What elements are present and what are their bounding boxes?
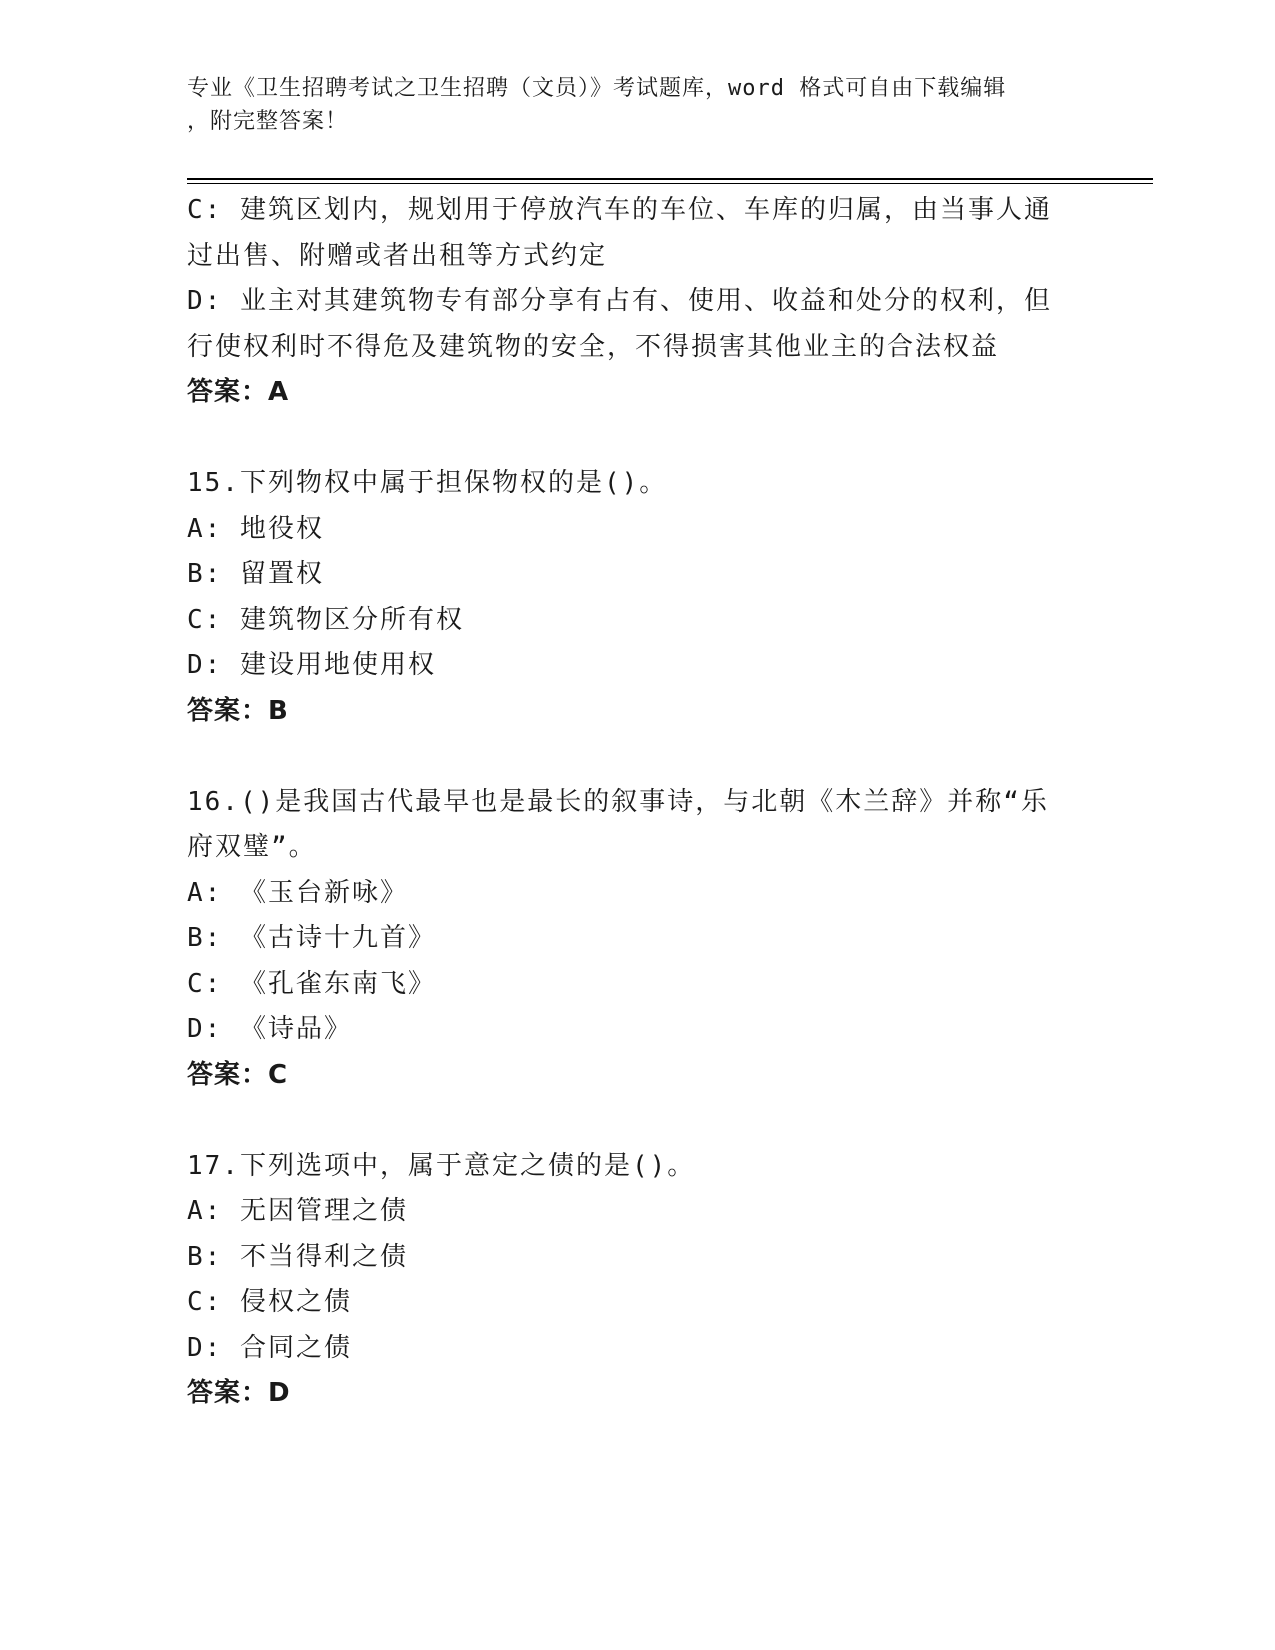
question-stem: 17.下列选项中，属于意定之债的是()。 <box>187 1150 696 1181</box>
spacer <box>187 734 1087 780</box>
question-16 <box>187 780 1087 1099</box>
answer-line: 答案：D <box>187 1378 291 1408</box>
option-c: C: 《孔雀东南飞》 <box>187 968 436 999</box>
option-b: B: 《古诗十九首》 <box>187 923 436 953</box>
option-c: C: 建筑物区分所有权 <box>187 604 464 635</box>
option-c-line-1: C: 建筑区划内，规划用于停放汽车的车位、车库的归属，由当事人通 <box>187 195 1052 225</box>
question-15 <box>187 461 1087 734</box>
question-stem: 15.下列物权中属于担保物权的是()。 <box>187 468 668 498</box>
header-line-2: ，附完整答案！ <box>187 109 349 134</box>
spacer <box>187 416 1087 462</box>
question-stem-line-2: 府双璧”。 <box>187 832 317 862</box>
option-a: A: 无因管理之债 <box>187 1196 408 1226</box>
option-d-line-1: D: 业主对其建筑物专有部分享有占有、使用、收益和处分的权利，但 <box>187 286 1052 316</box>
question-content <box>187 188 1087 1417</box>
header-rule-thin <box>187 183 1153 184</box>
option-c: C: 侵权之债 <box>187 1287 352 1317</box>
option-a: A: 《玉台新咏》 <box>187 877 408 908</box>
document-header <box>187 72 1067 138</box>
answer-line: 答案：B <box>187 695 289 726</box>
previous-question-block <box>187 188 1087 416</box>
header-line-1: 专业《卫生招聘考试之卫生招聘（文员）》考试题库，word 格式可自由下载编辑 <box>187 76 1007 101</box>
question-stem-line-1: 16.()是我国古代最早也是最长的叙事诗，与北朝《木兰辞》并称“乐 <box>187 786 1049 817</box>
option-a: A: 地役权 <box>187 513 324 544</box>
option-d: D: 建设用地使用权 <box>187 650 436 680</box>
option-d-line-2: 行使权利时不得危及建筑物的安全，不得损害其他业主的合法权益 <box>187 331 1000 362</box>
question-17 <box>187 1144 1087 1417</box>
spacer <box>187 1098 1087 1144</box>
option-d: D: 合同之债 <box>187 1332 352 1363</box>
option-c-line-2: 过出售、附赠或者出租等方式约定 <box>187 240 608 271</box>
answer-line: 答案：A <box>187 377 290 407</box>
option-b: B: 不当得利之债 <box>187 1241 408 1272</box>
answer-line: 答案：C <box>187 1059 289 1090</box>
header-rule-thick <box>187 178 1153 180</box>
option-d: D: 《诗品》 <box>187 1014 352 1044</box>
option-b: B: 留置权 <box>187 559 324 589</box>
